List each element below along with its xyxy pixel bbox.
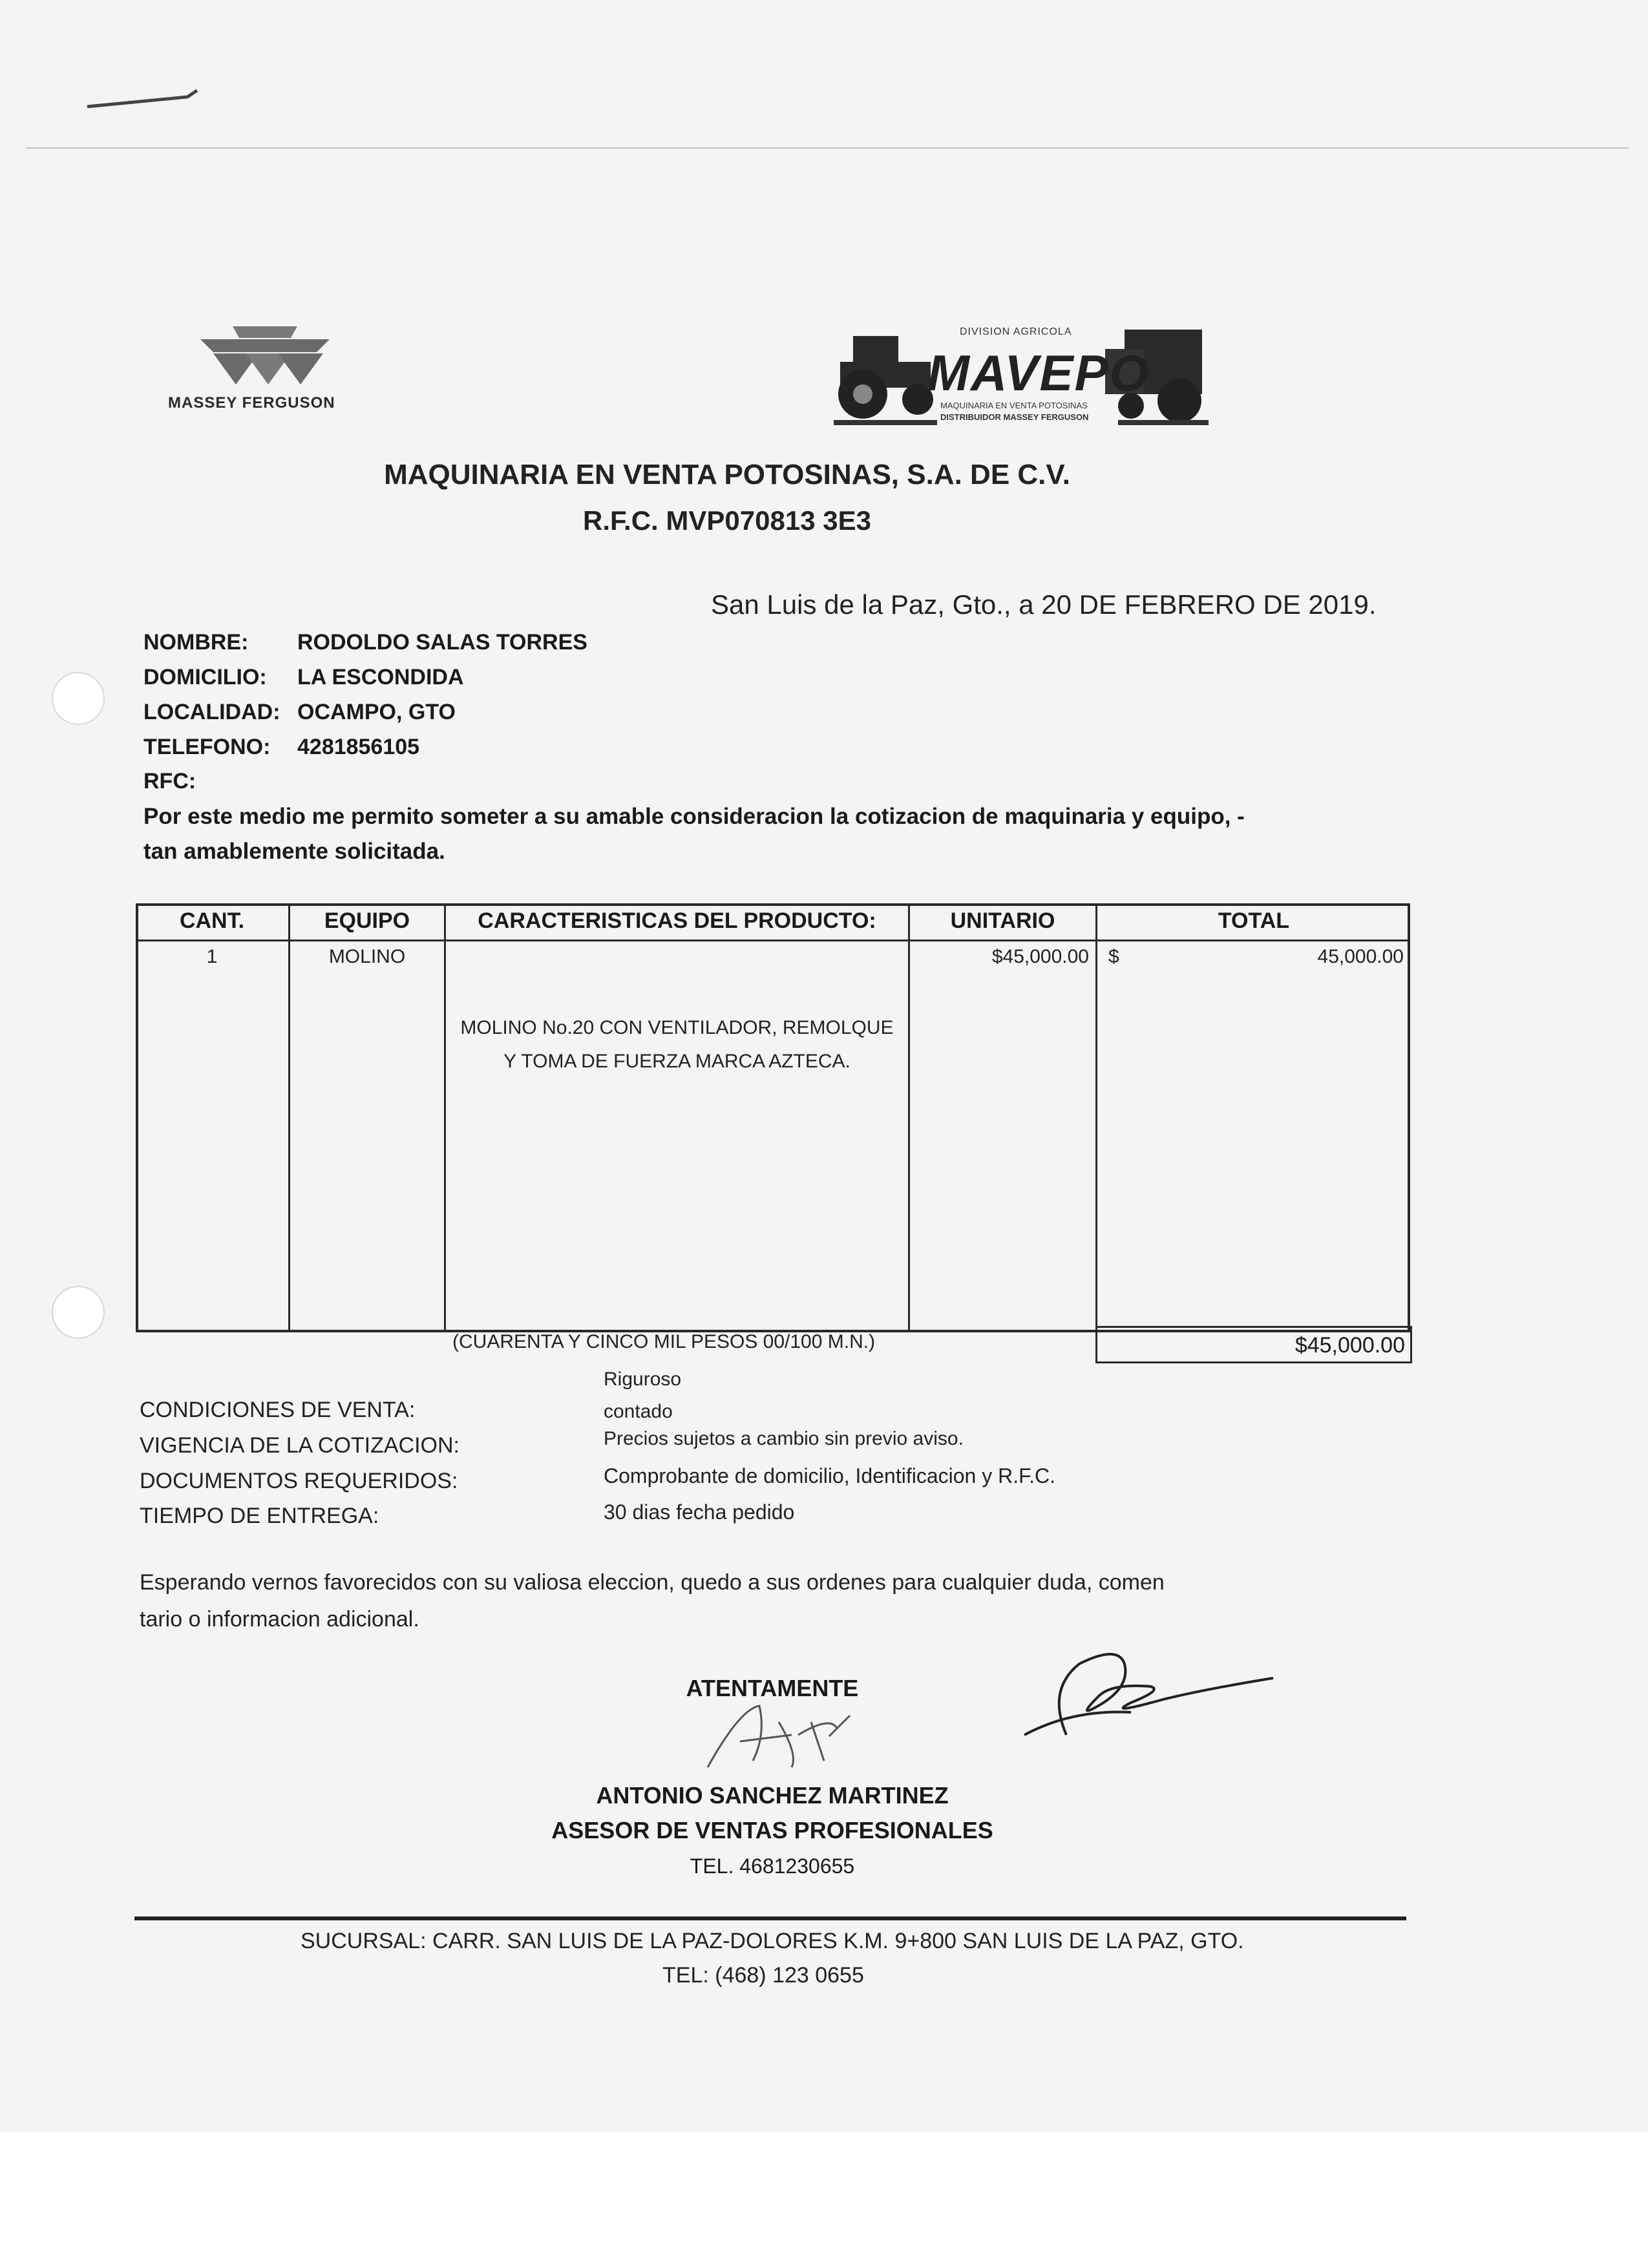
amount-in-words: (CUARENTA Y CINCO MIL PESOS 00/100 M.N.)	[452, 1331, 876, 1352]
massey-ferguson-triangles-icon	[200, 313, 368, 391]
row-unitario: $45,000.00	[991, 946, 1089, 967]
entrega-label: TIEMPO DE ENTREGA:	[140, 1504, 379, 1528]
signatory-name: ANTONIO SANCHEZ MARTINEZ	[596, 1782, 949, 1809]
grand-total-box	[1095, 1326, 1412, 1363]
condiciones-venta-value-2: contado	[604, 1401, 673, 1422]
place-date: San Luis de la Paz, Gto., a 20 DE FEBRERO DE 2019.	[711, 589, 1377, 620]
header-unitario: UNITARIO	[950, 908, 1055, 933]
header-cant: CANT.	[179, 908, 245, 933]
nombre-value: RODOLDO SALAS TORRES	[297, 630, 587, 655]
telefono-value: 4281856105	[297, 735, 420, 759]
mavepo-distributor: DISTRIBUIDOR MASSEY FERGUSON	[940, 412, 1089, 422]
company-name: MAQUINARIA EN VENTA POTOSINAS, S.A. DE C.V.	[384, 459, 1070, 490]
documentos-label: DOCUMENTOS REQUERIDOS:	[140, 1469, 458, 1493]
header-caracteristicas: CARACTERISTICAS DEL PRODUCTO:	[478, 908, 876, 933]
header-total: TOTAL	[1218, 908, 1290, 933]
mavepo-subtitle: MAQUINARIA EN VENTA POTOSINAS	[940, 401, 1088, 410]
documentos-value: Comprobante de domicilio, Identificacion y R.F.C.	[604, 1464, 1055, 1487]
vigencia-value: Precios sujetos a cambio sin previo aviso.	[604, 1428, 964, 1449]
mavepo-division-label: DIVISION AGRICOLA	[960, 326, 1072, 337]
domicilio-label: DOMICILIO:	[143, 665, 267, 689]
table-column-divider	[444, 903, 446, 1332]
punch-hole-bottom	[52, 1286, 105, 1339]
signatory-tel: TEL. 4681230655	[690, 1854, 855, 1878]
footer-tel: TEL: (468) 123 0655	[662, 1963, 864, 1988]
closing-line-1: Esperando vernos favorecidos con su valiosa eleccion, quedo a sus ordenes para cualquier duda, comen	[140, 1570, 1165, 1595]
condiciones-venta-value-1: Riguroso	[604, 1369, 682, 1390]
footer-rule	[134, 1916, 1406, 1920]
company-rfc: R.F.C. MVP070813 3E3	[583, 505, 871, 536]
grand-total: $45,000.00	[1294, 1333, 1405, 1358]
nombre-label: NOMBRE:	[143, 630, 249, 655]
condiciones-venta-label: CONDICIONES DE VENTA:	[140, 1398, 416, 1422]
table-header-rule	[136, 940, 1410, 941]
quote-table	[136, 903, 1410, 1332]
row-total-currency: $	[1108, 946, 1119, 967]
entrega-value: 30 dias fecha pedido	[604, 1500, 795, 1524]
signature-scribble-1	[701, 1696, 869, 1780]
localidad-label: LOCALIDAD:	[143, 700, 280, 724]
mavepo-brand: MAVEPO	[927, 344, 1150, 401]
massey-ferguson-name: MASSEY FERGUSON	[168, 394, 335, 412]
massey-ferguson-logo	[155, 313, 375, 423]
pen-mark	[84, 81, 200, 113]
closing-line-2: tario o informacion adicional.	[140, 1607, 419, 1632]
punch-hole-top	[52, 672, 105, 725]
telefono-label: TELEFONO:	[143, 735, 271, 759]
row-description-line-2: Y TOMA DE FUERZA MARCA AZTECA.	[503, 1051, 850, 1072]
row-equipo: MOLINO	[328, 946, 406, 967]
footer-address: SUCURSAL: CARR. SAN LUIS DE LA PAZ-DOLORES K.M. 9+800 SAN LUIS DE LA PAZ, GTO.	[301, 1929, 1244, 1953]
atentamente: ATENTAMENTE	[686, 1675, 859, 1701]
scan-artifact-line	[26, 147, 1629, 149]
scan-bottom-margin	[0, 2132, 1648, 2268]
header-equipo: EQUIPO	[324, 908, 410, 933]
localidad-value: OCAMPO, GTO	[297, 700, 456, 724]
row-cant: 1	[206, 946, 218, 967]
intro-line-1: Por este medio me permito someter a su amable consideracion la cotizacion de maquinaria y equipo, -	[143, 804, 1245, 829]
signature-scribble-2	[1021, 1638, 1280, 1748]
domicilio-value: LA ESCONDIDA	[297, 665, 464, 689]
mavepo-logo	[827, 310, 1228, 436]
signatory-title: ASESOR DE VENTAS PROFESIONALES	[551, 1817, 993, 1843]
row-description-line-1: MOLINO No.20 CON VENTILADOR, REMOLQUE	[460, 1017, 894, 1038]
intro-line-2: tan amablemente solicitada.	[143, 839, 445, 864]
rfc-label: RFC:	[143, 769, 196, 793]
row-total: 45,000.00	[1317, 946, 1404, 967]
vigencia-label: VIGENCIA DE LA COTIZACION:	[140, 1433, 460, 1458]
